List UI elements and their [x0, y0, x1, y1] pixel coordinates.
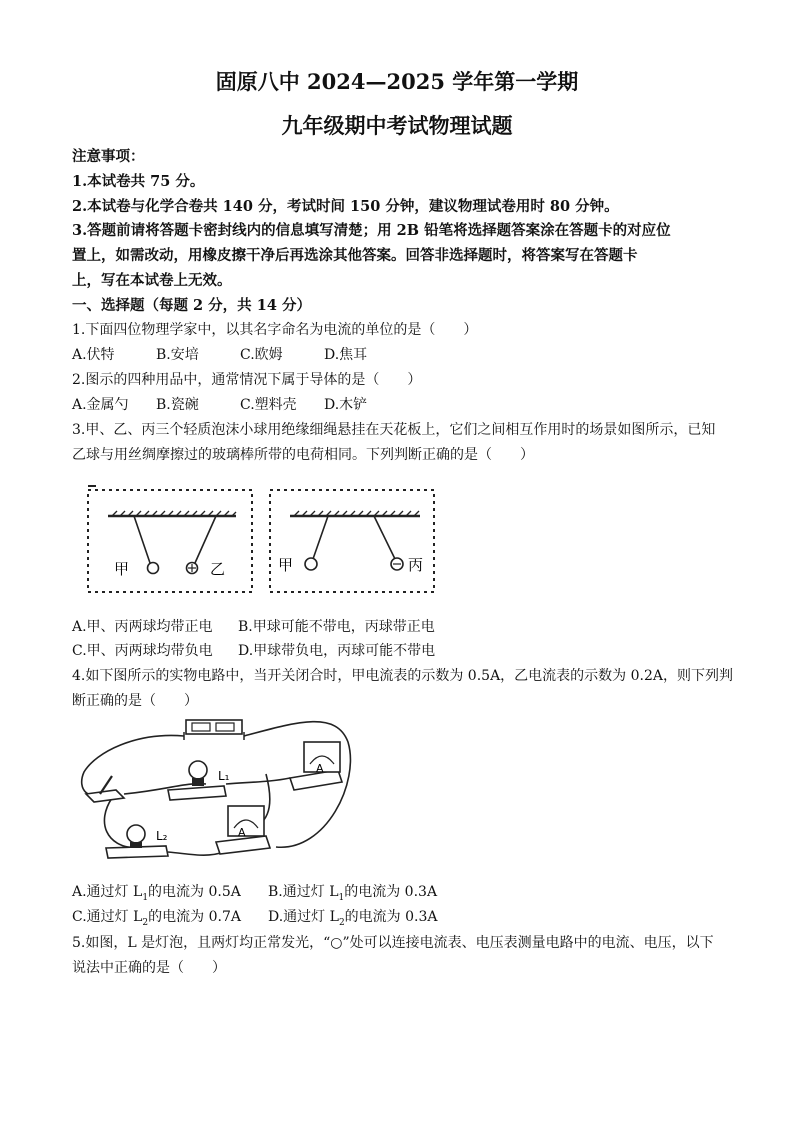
q3-stem-line1: 3.甲、乙、丙三个轻质泡沫小球用绝缘细绳悬挂在天花板上，它们之间相互作用时的场景如图所示，已知: [72, 422, 716, 438]
label-yi: 乙: [210, 560, 226, 578]
q3-stem-line2: 乙球与用丝绸摩擦过的玻璃棒所带的电荷相同。下列判断正确的是（ ）: [72, 447, 534, 463]
q3-option-c: C.甲、丙两球均带负电: [72, 643, 213, 659]
notice-item-5: 上，写在本试卷上无效。: [72, 272, 232, 289]
ball-jia-1: [148, 563, 159, 574]
right-frame: [270, 490, 434, 592]
exam-subtitle: 九年级期中考试物理试题: [281, 113, 513, 138]
q2-option-b: B.瓷碗: [156, 397, 199, 413]
ammeter-yi-label: A: [238, 826, 246, 839]
left-frame: [88, 490, 252, 592]
q1-stem: 1.下面四位物理学家中，以其名字命名为电流的单位的是（ ）: [72, 322, 478, 338]
label-l2: L₂: [156, 829, 168, 843]
q4-stem-line2: 断正确的是（ ）: [72, 693, 198, 709]
q1-option-c: C.欧姆: [240, 347, 283, 363]
q4-option-b: B.通过灯 $L_1$的电流为 0.3A: [268, 884, 438, 903]
q4-options-row1: [72, 882, 437, 908]
section-heading: 一、选择题（每题 2 分，共 14 分）: [72, 297, 311, 314]
notice-item-2: 2.本试卷与化学合卷共 140 分，考试时间 150 分钟，建议物理试卷用时 80 分钟。: [72, 198, 619, 215]
q4-option-d: D.通过灯 $L_2$的电流为 0.3A: [268, 909, 438, 928]
q2-option-a: A.金属勺: [72, 397, 129, 413]
q5-stem-line2: 说法中正确的是（ ）: [72, 960, 226, 976]
exam-title: 固原八中 2024—2025 学年第一学期: [215, 69, 579, 94]
q1-option-a: A.伏特: [72, 347, 115, 363]
switch-base: [86, 790, 124, 802]
q2-options: [72, 395, 367, 415]
notice-item-4: 置上，如需改动，用橡皮擦干净后再选涂其他答案。回答非选择题时，将答案写在答题卡: [72, 247, 638, 264]
q4-stem-line1: 4.如下图所示的实物电路中，当开关闭合时，甲电流表的示数为 0.5A，乙电流表的示数为 0.2A，则下列判: [72, 668, 734, 684]
bulb-l1: [189, 761, 207, 779]
ammeter-yi: [228, 806, 264, 836]
q3-option-b: B.甲球可能不带电，丙球带正电: [238, 619, 435, 635]
bulb-l1-base: [168, 786, 226, 800]
q1-option-d: D.焦耳: [324, 347, 368, 363]
q4-circuit-figure: [76, 712, 360, 870]
q3-option-d: D.甲球带负电，丙球可能不带电: [238, 643, 436, 659]
notice-heading: 注意事项：: [72, 148, 145, 165]
label-bing: 丙: [408, 556, 424, 574]
label-jia-1: 甲: [114, 560, 130, 578]
q2-option-d: D.木铲: [324, 397, 368, 413]
ball-jia-2: [305, 558, 317, 570]
q4-option-c: C.通过灯 $L_2$的电流为 0.7A: [72, 909, 241, 928]
q1-option-b: B.安培: [156, 347, 199, 363]
q1-options: [72, 345, 367, 365]
q3-options-row2: [72, 641, 435, 661]
q4-option-a: A.通过灯 $L_1$的电流为 0.5A: [72, 884, 241, 903]
q3-options-row1: [72, 617, 435, 637]
label-l1: L₁: [218, 769, 230, 783]
bulb-l2: [127, 825, 145, 843]
label-jia-2: 甲: [278, 556, 294, 574]
ammeter-jia-label: A: [316, 762, 324, 775]
q5-stem-line1: 5.如图，L 是灯泡，且两灯均正常发光，“○”处可以连接电流表、电压表测量电路中的电流、电压，以下: [72, 935, 714, 951]
q3-option-a: A.甲、丙两球均带正电: [72, 619, 213, 635]
q4-options-row2: [72, 907, 438, 933]
q2-stem: 2.图示的四种用品中，通常情况下属于导体的是（ ）: [72, 372, 422, 388]
notice-item-1: 1.本试卷共 75 分。: [72, 173, 205, 190]
q2-option-c: C.塑料壳: [240, 397, 297, 413]
q3-balls-figure: [84, 484, 440, 598]
notice-item-3: 3.答题前请将答题卡密封线内的信息填写清楚；用 2B 铅笔将选择题答案涂在答题卡的对应位: [72, 222, 671, 239]
